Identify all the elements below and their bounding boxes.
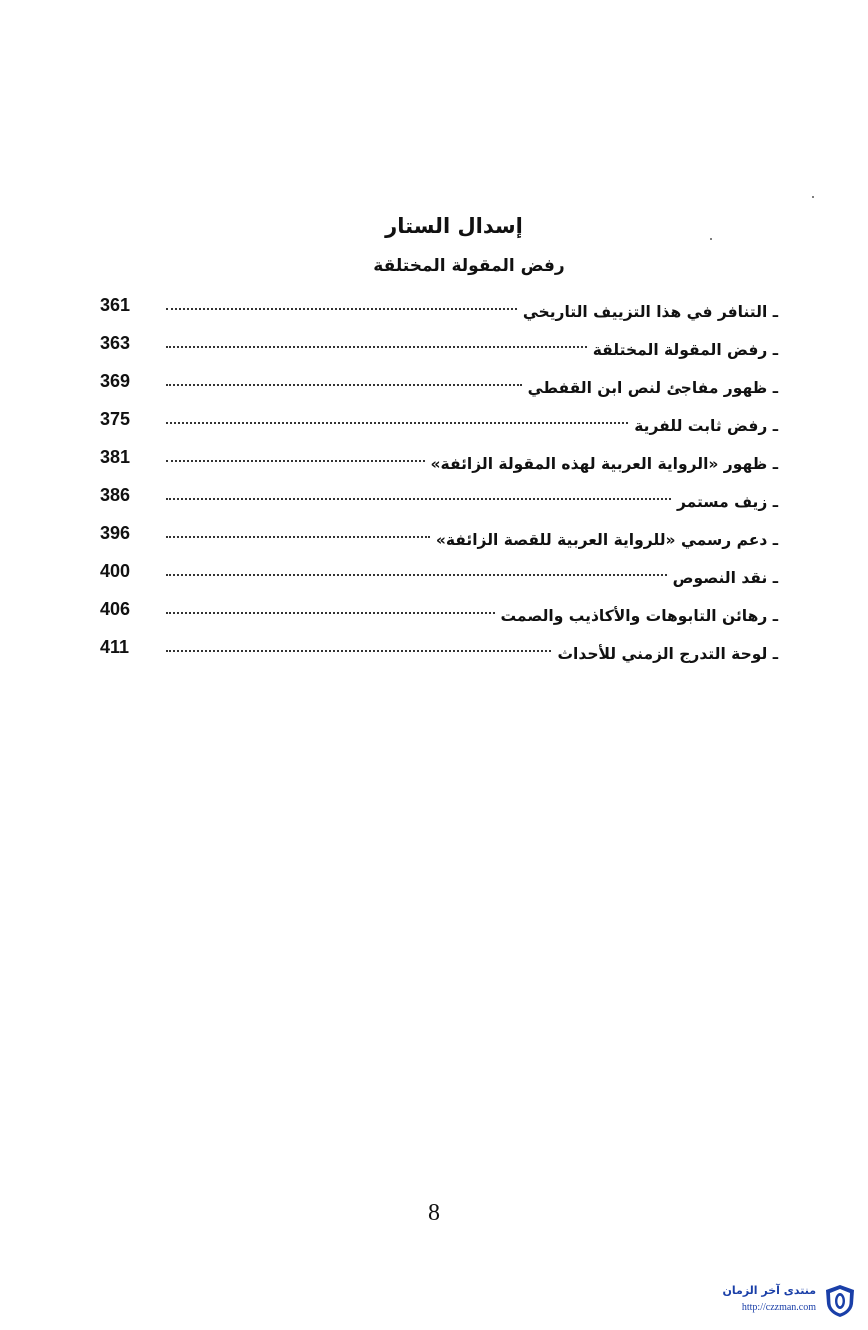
toc-entry-title [673,568,778,594]
page-number: 8 [428,1200,440,1226]
toc-page-number: 363 [100,333,131,353]
toc-bullet: ـ [772,454,778,473]
shield-logo-icon [824,1284,856,1318]
toc-entry-text: رفض المقولة المختلقة [592,340,768,359]
toc-entry-title [501,606,778,632]
toc-entry-text: رهائن التابوهات والأكاذيب والصمت [500,606,768,625]
toc-entry-title [677,492,778,518]
toc-entry-text: ظهور «الرواية العربية لهذه المقولة الزائفة» [430,454,768,473]
stray-dot [710,238,712,240]
watermark-url: http://czzman.com [741,1302,816,1313]
toc-entry [100,480,778,518]
toc-bullet: ـ [772,530,778,549]
dot-leader [166,307,517,310]
toc-entry-text: زيف مستمر [676,492,768,511]
dot-leader [166,345,587,348]
toc-page-number: 381 [100,447,131,467]
toc-entry-title [593,340,778,366]
dot-leader [166,649,551,652]
dot-leader [166,383,522,386]
dot-leader [166,535,430,538]
dot-leader [166,573,667,576]
dot-leader [166,611,495,614]
toc-page-number: 375 [100,409,131,429]
toc-entry-title [523,302,778,328]
toc-entry-title [431,454,778,480]
section-subtitle: رفض المقولة المختلقة [373,256,565,276]
toc-entry [100,442,778,480]
toc-entry [100,556,778,594]
toc-entry-title [557,644,778,670]
toc-entry-text: رفض ثابت للفرية [634,416,768,435]
toc-entry [100,328,778,366]
stray-dot [812,196,814,198]
toc-entry-text: التنافر في هذا التزييف التاريخي [522,302,768,321]
toc-page-number: 361 [100,295,131,315]
toc-entry-title [634,416,778,442]
toc-page-number: 369 [100,371,131,391]
toc-entry-text: نقد النصوص [672,568,768,587]
toc-entry-text: دعم رسمي «للرواية العربية للقصة الزائفة» [435,530,768,549]
toc-entry-title [436,530,778,556]
watermark-name: منتدى آخر الزمان [722,1284,816,1297]
toc-page-number: 386 [100,485,131,505]
toc-bullet: ـ [772,340,778,359]
toc-bullet: ـ [772,606,778,625]
toc-bullet: ـ [772,644,778,663]
toc-entry [100,594,778,632]
toc-bullet: ـ [772,568,778,587]
section-title: إسدال الستار [385,214,523,238]
toc-entry [100,404,778,442]
toc-entry [100,518,778,556]
toc-page-number: 406 [100,599,131,619]
table-of-contents [100,290,778,670]
dot-leader [166,497,671,500]
toc-entry [100,366,778,404]
watermark [696,1282,856,1322]
toc-entry-text: لوحة التدرج الزمني للأحداث [557,644,768,663]
toc-page-number: 396 [100,523,131,543]
toc-entry [100,632,778,670]
toc-page-number: 411 [100,637,130,657]
toc-entry-title [528,378,778,404]
toc-bullet: ـ [772,302,778,321]
toc-entry-text: ظهور مفاجئ لنص ابن القفطي [527,378,768,397]
toc-bullet: ـ [772,492,778,511]
dot-leader [166,459,425,462]
dot-leader [166,421,628,424]
toc-entry [100,290,778,328]
toc-page-number: 400 [100,561,131,581]
toc-bullet: ـ [772,416,778,435]
toc-bullet: ـ [772,378,778,397]
